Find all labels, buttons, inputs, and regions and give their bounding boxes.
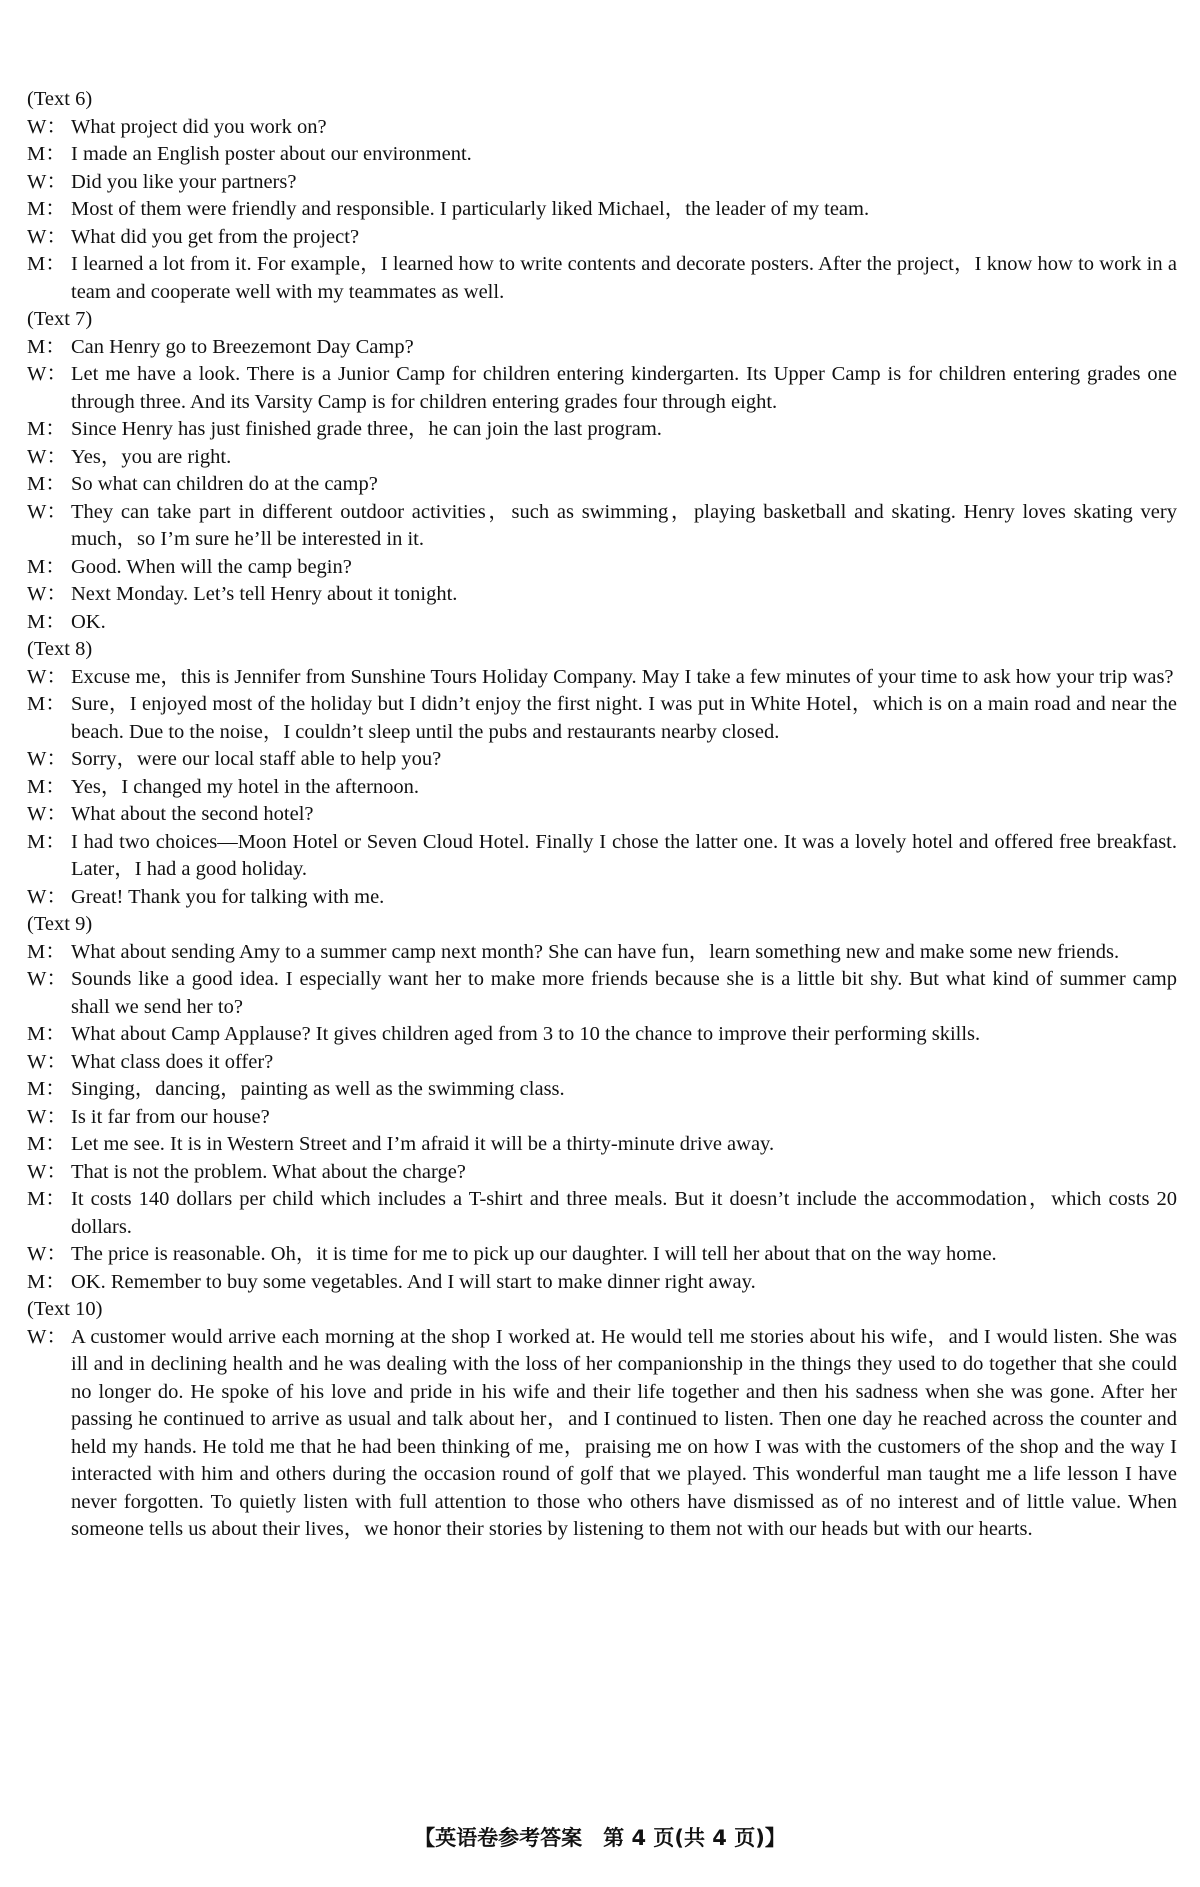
- speaker-label: M：: [27, 940, 66, 963]
- utterance-text: So what can children do at the camp?: [71, 473, 378, 495]
- dialogue-line: [27, 1131, 1177, 1159]
- utterance-text: What about Camp Applause? It gives children aged from 3 to 10 the chance to improve their performing skills.: [71, 1023, 981, 1045]
- dialogue-line: [27, 169, 1177, 197]
- speaker-label: W：: [27, 748, 67, 770]
- utterance-text: What class does it offer?: [71, 1050, 274, 1073]
- utterance-text: They can take part in different outdoor activities，such as swimming，playing basketball and skating. Henry loves skating very much，so I’m sure he’ll be interested in it.: [71, 500, 1177, 550]
- dialogue-line: [27, 939, 1177, 967]
- utterance-text: Good. When will the camp begin?: [71, 555, 352, 578]
- speaker-label: W：: [27, 1325, 67, 1348]
- speaker-label: M：: [27, 693, 66, 715]
- speaker-label: W：: [27, 885, 67, 908]
- utterance-text: A customer would arrive each morning at the shop I worked at. He would tell me stories about his wife，and I would listen. She was ill and in declining health and he was dealing with the loss of her companionship in the things they used to do together that she could no longer do. He spoke of his love and pride in his wife and their life together and then his sadness when she was gone. After her passing he continued to arrive as usual and talk about her，and I continued to listen. Then one day he reached across the counter and held my hands. He told me that he had been thinking of me，praising me on how I was with the customers of the shop and the way I interacted with him and others during the occasion round of golf that we played. This wonderful man taught me a life lesson I have never forgotten. To quietly listen with full attention to those who others have dismissed as of no interest and of little value. When someone tells us about their lives，we honor their stories by listening to them not with our heads but with our hearts.: [71, 1325, 1177, 1540]
- utterance-text: Let me see. It is in Western Street and I’m afraid it will be a thirty-minute drive away.: [71, 1133, 775, 1155]
- dialogue-line: [27, 361, 1177, 416]
- dialogue-line: [27, 691, 1177, 746]
- utterance-text: The price is reasonable. Oh，it is time for me to pick up our daughter. I will tell her about that on the way home.: [71, 1243, 997, 1265]
- dialogue-line: [27, 609, 1177, 637]
- dialogue-line: [27, 554, 1177, 582]
- speaker-label: M：: [27, 555, 66, 578]
- utterance-text: I learned a lot from it. For example，I learned how to write contents and decorate posters. After the project，I know how to work in a team and cooperate well with my teammates as well.: [71, 253, 1177, 303]
- utterance-text: Did you like your partners?: [71, 170, 297, 193]
- section-heading: (Text 9): [27, 913, 93, 935]
- speaker-label: M：: [27, 473, 66, 495]
- dialogue-line: [27, 224, 1177, 252]
- utterance-text: I had two choices—Moon Hotel or Seven Cloud Hotel. Finally I chose the latter one. It was a lovely hotel and offered free breakfast. Later，I had a good holiday.: [71, 830, 1177, 880]
- transcript-content: [27, 86, 1177, 1544]
- utterance-text: That is not the problem. What about the charge?: [71, 1160, 466, 1183]
- utterance-text: Singing，dancing，painting as well as the swimming class.: [71, 1078, 565, 1100]
- speaker-label: W：: [27, 1050, 67, 1073]
- dialogue-line: [27, 196, 1177, 224]
- speaker-label: M：: [27, 830, 66, 853]
- speaker-label: W：: [27, 115, 67, 138]
- dialogue-line: [27, 1269, 1177, 1297]
- speaker-label: W：: [27, 225, 67, 248]
- speaker-label: M：: [27, 1188, 66, 1210]
- dialogue-line: [27, 774, 1177, 802]
- section-heading: (Text 10): [27, 1298, 103, 1320]
- speaker-label: M：: [27, 1023, 66, 1045]
- speaker-label: W：: [27, 1160, 67, 1183]
- dialogue-line: [27, 1186, 1177, 1241]
- section-heading: (Text 6): [27, 88, 93, 110]
- utterance-text: Yes，I changed my hotel in the afternoon.: [71, 775, 420, 798]
- dialogue-line: [27, 581, 1177, 609]
- speaker-label: M：: [27, 143, 66, 165]
- utterance-text: What did you get from the project?: [71, 225, 360, 248]
- dialogue-line: [27, 801, 1177, 829]
- utterance-text: Sure，I enjoyed most of the holiday but I didn’t enjoy the first night. I was put in White Hotel，which is on a main road and near the beach. Due to the noise，I couldn’t sleep until the pubs and restaurants nearby closed.: [71, 693, 1177, 743]
- speaker-label: M：: [27, 1133, 66, 1155]
- utterance-text: Sorry，were our local staff able to help you?: [71, 748, 442, 770]
- utterance-text: What about sending Amy to a summer camp next month? She can have fun，learn something new and make some new friends.: [71, 940, 1120, 963]
- speaker-label: W：: [27, 1105, 67, 1128]
- dialogue-line: [27, 499, 1177, 554]
- speaker-label: W：: [27, 445, 67, 468]
- speaker-label: M：: [27, 1078, 66, 1100]
- speaker-label: W：: [27, 1243, 67, 1265]
- speaker-label: M：: [27, 335, 66, 358]
- utterance-text: Is it far from our house?: [71, 1105, 270, 1128]
- utterance-text: Let me have a look. There is a Junior Camp for children entering kindergarten. Its Upper Camp is for children entering grades one through three. And its Varsity Camp is for children entering grades four through eight.: [71, 363, 1177, 413]
- dialogue-line: [27, 966, 1177, 1021]
- utterance-text: What about the second hotel?: [71, 803, 314, 825]
- utterance-text: OK.: [71, 610, 106, 633]
- speaker-label: W：: [27, 363, 67, 385]
- speaker-label: W：: [27, 665, 67, 688]
- utterance-text: Next Monday. Let’s tell Henry about it tonight.: [71, 583, 458, 605]
- dialogue-line: [27, 1324, 1177, 1544]
- speaker-label: M：: [27, 1270, 66, 1293]
- speaker-label: W：: [27, 803, 67, 825]
- speaker-label: W：: [27, 170, 67, 193]
- dialogue-line: [27, 1076, 1177, 1104]
- speaker-label: W：: [27, 968, 67, 990]
- dialogue-line: [27, 1049, 1177, 1077]
- dialogue-line: [27, 141, 1177, 169]
- dialogue-line: [27, 471, 1177, 499]
- dialogue-line: [27, 1159, 1177, 1187]
- speaker-label: M：: [27, 198, 66, 220]
- utterance-text: It costs 140 dollars per child which includes a T-shirt and three meals. But it doesn’t include the accommodation，which costs 20 dollars.: [71, 1188, 1177, 1238]
- dialogue-line: [27, 444, 1177, 472]
- dialogue-line: [27, 416, 1177, 444]
- utterance-text: Since Henry has just finished grade three，he can join the last program.: [71, 418, 662, 440]
- dialogue-line: [27, 334, 1177, 362]
- speaker-label: W：: [27, 500, 67, 523]
- utterance-text: Yes，you are right.: [71, 445, 232, 468]
- utterance-text: OK. Remember to buy some vegetables. And I will start to make dinner right away.: [71, 1270, 756, 1293]
- section-heading: (Text 8): [27, 638, 93, 660]
- dialogue-line: [27, 1104, 1177, 1132]
- utterance-text: Great! Thank you for talking with me.: [71, 885, 385, 908]
- dialogue-line: [27, 114, 1177, 142]
- page-footer: 【英语卷参考答案 第 4 页(共 4 页)】: [414, 1826, 786, 1850]
- dialogue-line: [27, 251, 1177, 306]
- dialogue-line: [27, 1241, 1177, 1269]
- dialogue-line: [27, 829, 1177, 884]
- utterance-text: Most of them were friendly and responsible. I particularly liked Michael，the leader of my team.: [71, 198, 870, 220]
- dialogue-line: [27, 884, 1177, 912]
- speaker-label: W：: [27, 583, 67, 605]
- speaker-label: M：: [27, 775, 66, 798]
- utterance-text: I made an English poster about our environment.: [71, 143, 472, 165]
- speaker-label: M：: [27, 253, 66, 275]
- speaker-label: M：: [27, 418, 66, 440]
- utterance-text: Sounds like a good idea. I especially want her to make more friends because she is a little bit shy. But what kind of summer camp shall we send her to?: [71, 968, 1177, 1018]
- utterance-text: What project did you work on?: [71, 115, 327, 138]
- utterance-text: Can Henry go to Breezemont Day Camp?: [71, 335, 414, 358]
- utterance-text: Excuse me，this is Jennifer from Sunshine Tours Holiday Company. May I take a few minutes of your time to ask how your trip was?: [71, 665, 1174, 688]
- speaker-label: M：: [27, 610, 66, 633]
- dialogue-line: [27, 746, 1177, 774]
- dialogue-line: [27, 664, 1177, 692]
- section-heading: (Text 7): [27, 308, 93, 330]
- dialogue-line: [27, 1021, 1177, 1049]
